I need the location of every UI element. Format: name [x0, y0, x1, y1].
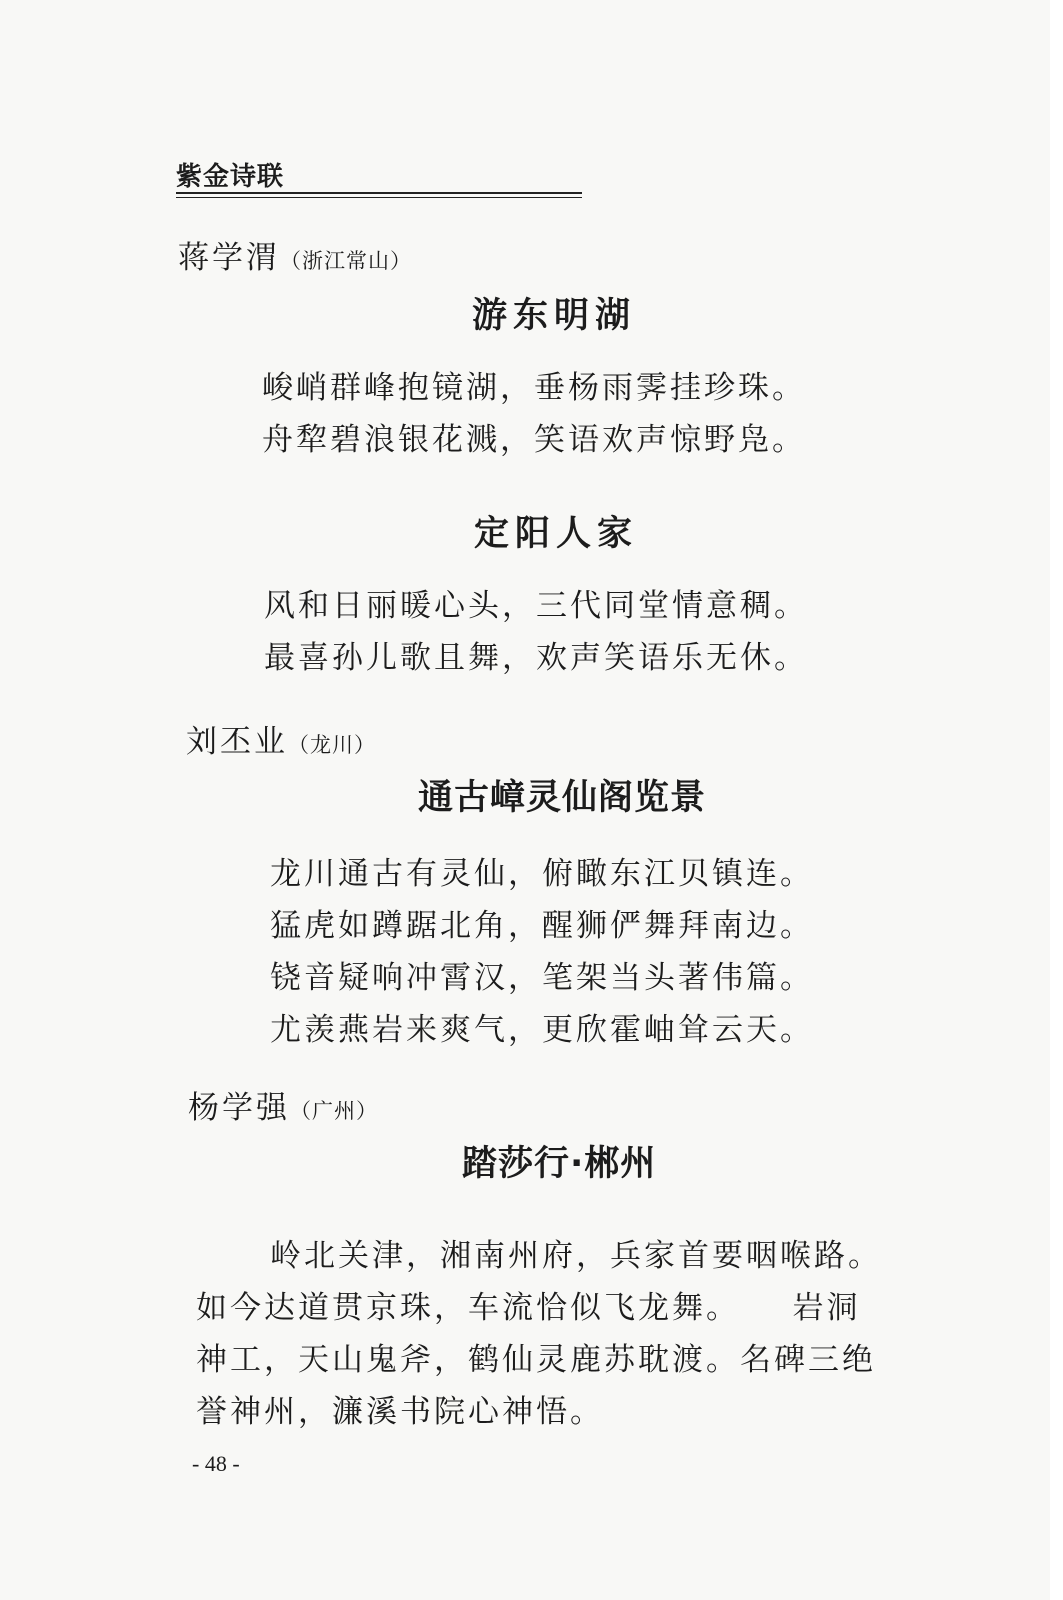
- header-rule: [176, 192, 582, 194]
- poem-title: 踏莎行·郴州: [462, 1144, 657, 1184]
- ci-line: 神工，天山鬼斧，鹤仙灵鹿苏耽渡。名碑三绝: [196, 1342, 876, 1378]
- author-name: 杨学强: [188, 1090, 290, 1126]
- author-name: 蒋学渭: [178, 240, 280, 276]
- poem-line: 猛虎如蹲踞北角，醒狮俨舞拜南边。: [270, 908, 814, 944]
- header-rule-thin: [176, 197, 582, 198]
- ci-line: 岭北关津，湘南州府，兵家首要咽喉路。: [270, 1238, 882, 1274]
- poem-line: 尤羡燕岩来爽气，更欣霍岫耸云天。: [270, 1012, 814, 1048]
- poem-body: [270, 848, 814, 1056]
- author-name: 刘丕业: [186, 724, 288, 760]
- page-edge: [1050, 0, 1063, 1600]
- ci-line: 如今达道贯京珠，车流恰似飞龙舞。 岩洞: [196, 1290, 861, 1326]
- poem-line: 龙川通古有灵仙，俯瞰东江贝镇连。: [270, 856, 814, 892]
- ci-body: [196, 1230, 986, 1438]
- author-line: [188, 1088, 378, 1131]
- running-header-title: 紫金诗联: [176, 162, 285, 192]
- poem-body: [264, 580, 808, 684]
- ci-line: 誉神州，濂溪书院心神悟。: [196, 1394, 604, 1430]
- running-header: [176, 160, 582, 202]
- author-place: （广州）: [290, 1099, 378, 1123]
- page-number: - 48 -: [192, 1451, 240, 1476]
- author-place: （浙江常山）: [280, 249, 412, 273]
- poem-line: 最喜孙儿歌且舞，欢声笑语乐无休。: [264, 640, 808, 676]
- poem-body: [262, 362, 806, 466]
- author-place: （龙川）: [288, 733, 376, 757]
- author-line: [186, 722, 376, 765]
- author-line: [178, 238, 412, 281]
- poem-line: 峻峭群峰抱镜湖，垂杨雨霁挂珍珠。: [262, 370, 806, 406]
- poem-line: 铙音疑响冲霄汉，笔架当头著伟篇。: [270, 960, 814, 996]
- poem-line: 风和日丽暖心头，三代同堂情意稠。: [264, 588, 808, 624]
- poem-title: 通古嶂灵仙阁览景: [418, 778, 707, 818]
- poem-line: 舟犂碧浪银花溅，笑语欢声惊野凫。: [262, 422, 806, 458]
- poem-title: 游东明湖: [472, 296, 637, 336]
- poem-title: 定阳人家: [474, 514, 639, 554]
